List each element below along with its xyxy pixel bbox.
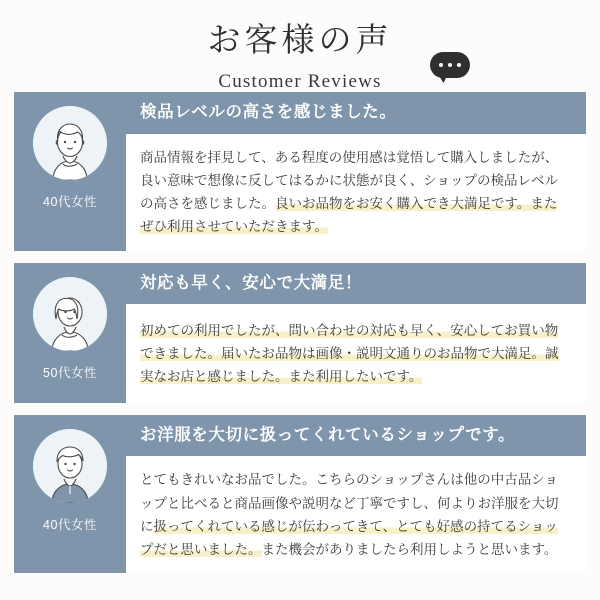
reviewer-profile xyxy=(14,263,126,403)
page-header xyxy=(0,0,600,92)
review-body xyxy=(126,134,586,251)
review-body xyxy=(126,456,586,573)
review-title: お洋服を大切に扱ってくれているショップです。 xyxy=(126,415,586,457)
list-item xyxy=(14,263,586,403)
review-content xyxy=(126,415,586,574)
reviewer-age-label: 50代女性 xyxy=(43,365,97,380)
reviewer-profile xyxy=(14,92,126,251)
review-content xyxy=(126,92,586,251)
review-body-text: とてもきれいなお品でした。こちらのショップさんは他の中古品ショップと比べると商品画像や説明など丁寧ですし、何よりお洋服を大切に xyxy=(140,472,559,534)
page-subtitle: Customer Reviews xyxy=(218,70,382,92)
review-body xyxy=(126,304,586,402)
review-content xyxy=(126,263,586,403)
short-hair-woman-avatar xyxy=(33,429,107,503)
list-item xyxy=(14,92,586,251)
review-body-text: 商品情報を拝見して、ある程度の使用感は覚悟して購入しましたが、良い意味で想像に反してはるかに状態が良く、ショップの検品レベルの高さを感じました。 xyxy=(140,149,559,212)
review-body-highlight: 扱ってくれている感じが伝わってきて、とても好感の持てるショップだと思いました。 xyxy=(140,518,558,558)
list-item xyxy=(14,415,586,574)
speech-bubble-icon xyxy=(430,52,472,84)
reviewer-age-label: 40代女性 xyxy=(43,195,97,209)
bob-hair-woman-avatar xyxy=(33,277,107,351)
review-title: 対応も早く、安心で大満足！ xyxy=(126,263,586,305)
review-body-highlight: 良いお品物をお安く購入でき大満足です。またぜひ利用させていただきます。 xyxy=(140,196,558,235)
short-curly-hair-woman-avatar xyxy=(33,106,107,180)
review-body-highlight: 初めての利用でしたが、問い合わせの対応も早く、安心してお買い物できました。届いたお品物は画像・説明文通りのお品物で大満足。誠実なお店と感じました。また利用したいです。 xyxy=(140,322,559,385)
review-body-tail: また機会がありましたら利用しようと思います。 xyxy=(261,542,558,558)
review-title: 検品レベルの高さを感じました。 xyxy=(126,92,586,134)
reviewer-profile xyxy=(14,415,126,574)
page-title: お客様の声 xyxy=(207,23,393,59)
review-list xyxy=(0,92,600,573)
reviewer-age-label: 40代女性 xyxy=(43,517,97,532)
